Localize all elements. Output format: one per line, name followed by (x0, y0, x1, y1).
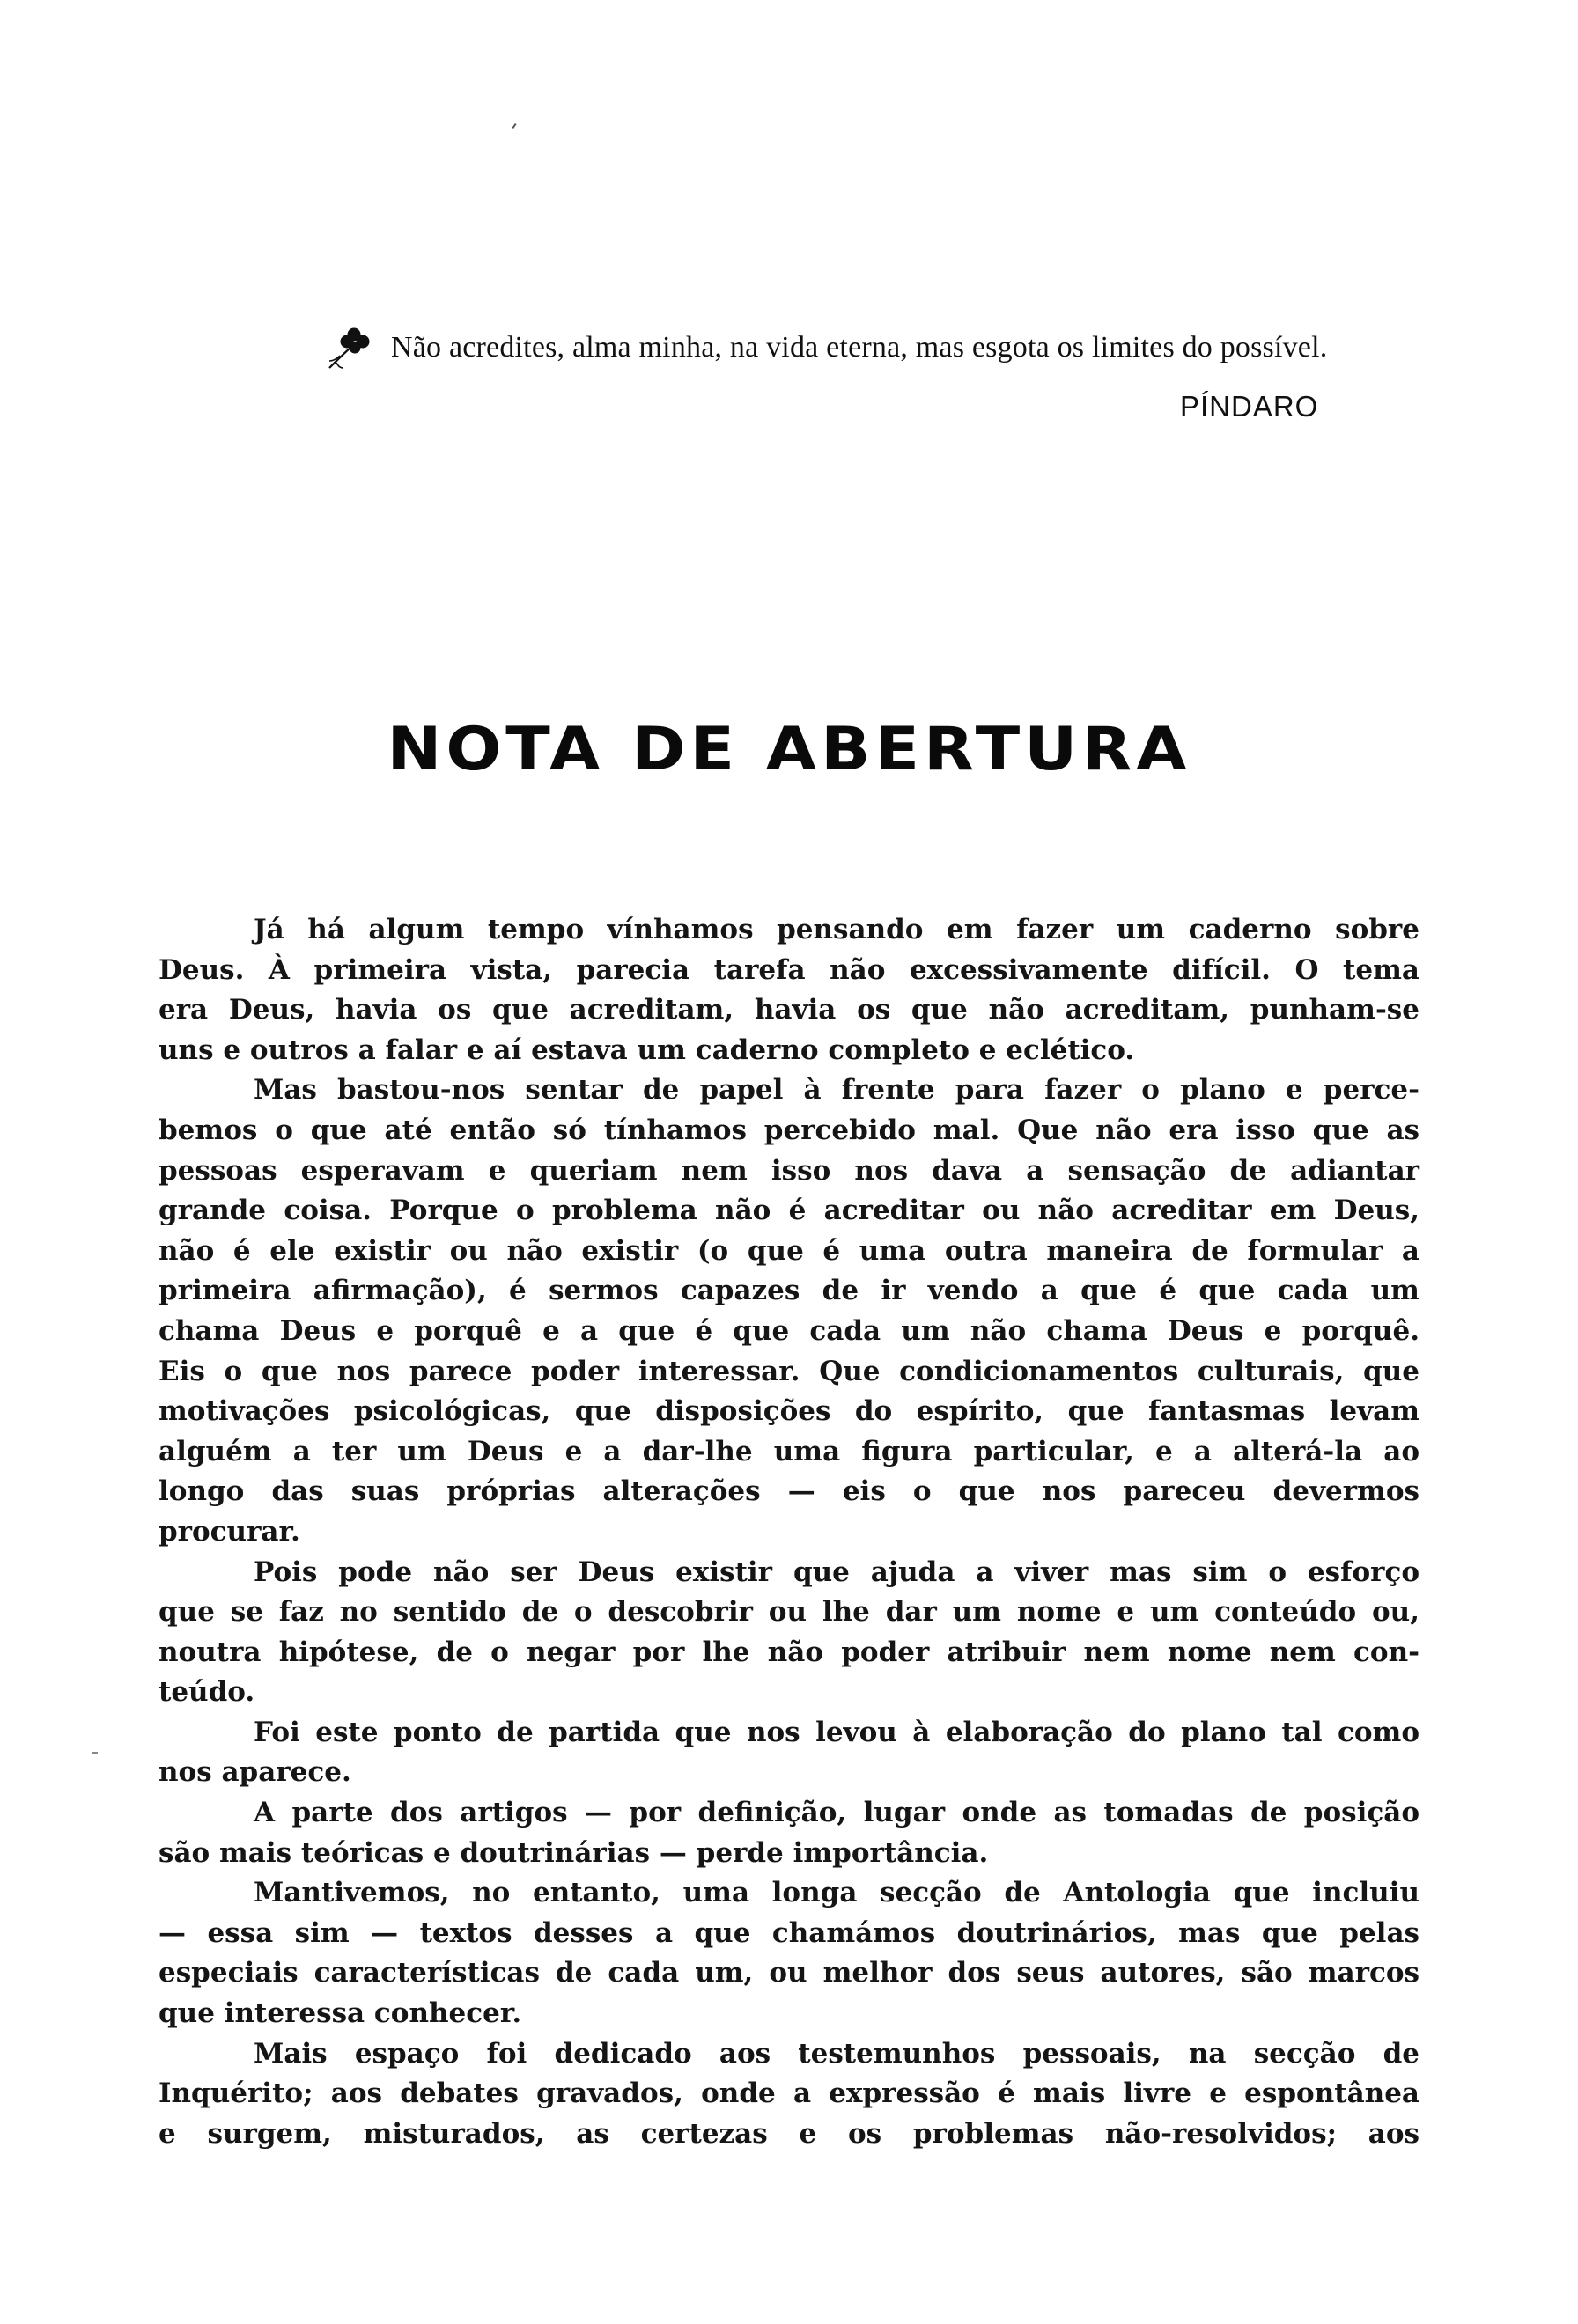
body-line: Inquérito; aos debates gravados, onde a expressão é mais livre e espontânea (159, 2078, 1419, 2110)
epigraph-author: PÍNDARO (1180, 390, 1319, 423)
body-line: Deus. À primeira vista, parecia tarefa não excessivamente difícil. O tema (159, 953, 1419, 986)
epigraph-quote: Não acredites, alma minha, na vida eterna, mas esgota os limites do possível. (391, 331, 1328, 364)
body-line: — essa sim — textos desses a que chamámos doutrinários, mas que pelas (159, 1916, 1419, 1949)
body-line: que interessa conhecer. (159, 1997, 522, 2030)
body-line: procurar. (159, 1515, 300, 1548)
epigraph (324, 324, 1434, 371)
body-line: Foi este ponto de partida que nos levou à elaboração do plano tal como (254, 1716, 1419, 1748)
stray-ink-mark (512, 123, 516, 129)
epigraph-quote-row (324, 324, 1434, 371)
body-line: pessoas esperavam e queriam nem isso nos dava a sensação de adiantar (159, 1154, 1419, 1187)
body-text (159, 910, 1419, 2154)
clover-icon (324, 324, 372, 371)
body-line: grande coisa. Porque o problema não é acreditar ou não acreditar em Deus, (159, 1195, 1419, 1227)
body-line: não é ele existir ou não existir (o que é uma outra maneira de formular a (159, 1234, 1419, 1267)
body-line: Mantivemos, no entanto, uma longa secção de Antologia que incluiu (254, 1877, 1419, 1909)
body-line: bemos o que até então só tínhamos percebido mal. Que não era isso que as (159, 1114, 1419, 1146)
body-line: nos aparece. (159, 1756, 351, 1789)
body-line: longo das suas próprias alterações — eis o que nos pareceu devermos (159, 1475, 1419, 1508)
body-line: alguém a ter um Deus e a dar-lhe uma figura particular, e a alterá-la ao (159, 1435, 1419, 1467)
body-line: Pois pode não ser Deus existir que ajuda a viver mas sim o esforço (254, 1555, 1419, 1588)
body-line: A parte dos artigos — por definição, lugar onde as tomadas de posição (254, 1797, 1419, 1829)
body-line: Já há algum tempo vínhamos pensando em fazer um caderno sobre (254, 914, 1419, 945)
body-line: Eis o que nos parece poder interessar. Que condicionamentos culturais, que (159, 1355, 1419, 1387)
body-line: são mais teóricas e doutrinárias — perde importância. (159, 1836, 989, 1869)
body-line: Mais espaço foi dedicado aos testemunhos pessoais, na secção de (254, 2037, 1419, 2070)
stray-ink-mark (92, 1752, 98, 1754)
body-line: Mas bastou-nos sentar de papel à frente para fazer o plano e perce- (254, 1074, 1419, 1107)
body-line: e surgem, misturados, as certezas e os problemas não-resolvidos; aos (159, 2117, 1419, 2150)
body-line: primeira afirmação), é sermos capazes de ir vendo a que é que cada um (159, 1275, 1419, 1307)
body-line: noutra hipótese, de o negar por lhe não poder atribuir nem nome nem con- (159, 1636, 1419, 1668)
body-line: chama Deus e porquê e a que é que cada um não chama Deus e porquê. (159, 1314, 1419, 1347)
body-line: teúdo. (159, 1676, 255, 1709)
body-line: era Deus, havia os que acreditam, havia os que não acreditam, punham-se (159, 994, 1419, 1026)
body-line: uns e outros a falar e aí estava um caderno completo e eclético. (159, 1033, 1135, 1066)
body-line: especiais características de cada um, ou melhor dos seus autores, são marcos (159, 1957, 1419, 1989)
page-title: NOTA DE ABERTURA (387, 714, 1191, 784)
body-line: motivações psicológicas, que disposições do espírito, que fantasmas levam (159, 1395, 1419, 1428)
body-line: que se faz no sentido de o descobrir ou lhe dar um nome e um conteúdo ou, (159, 1596, 1419, 1629)
